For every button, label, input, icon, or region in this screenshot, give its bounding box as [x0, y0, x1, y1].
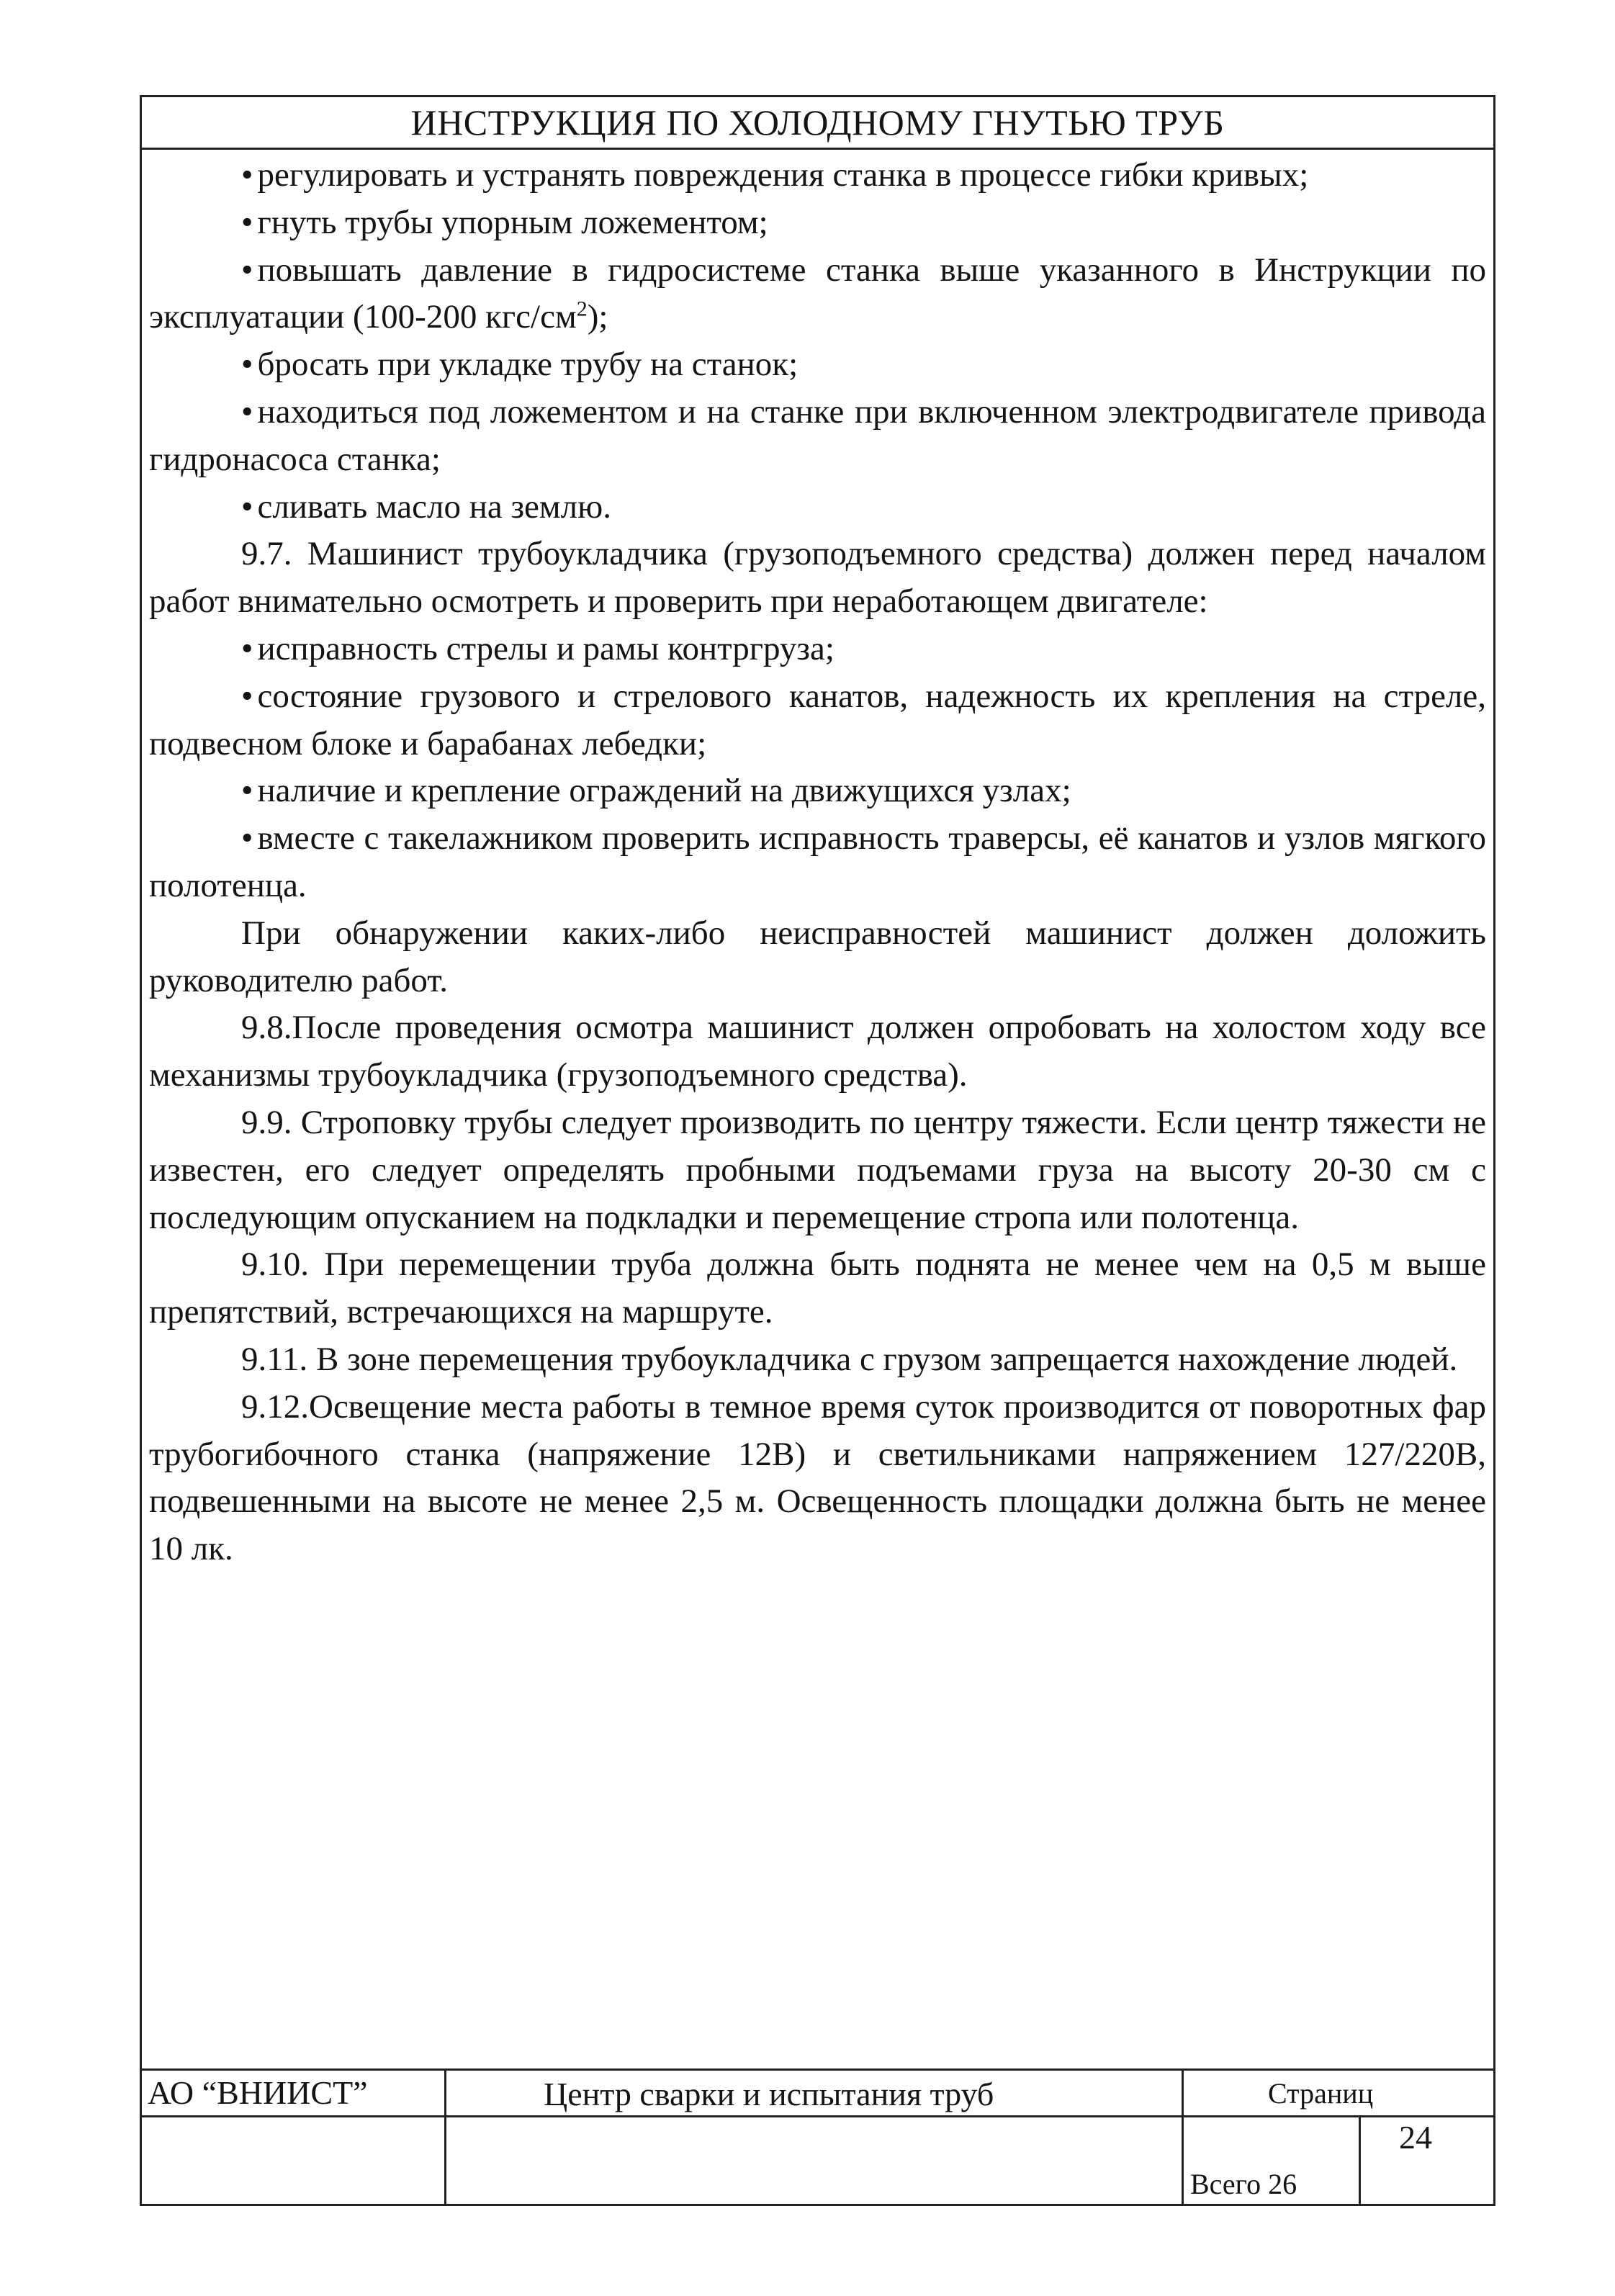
list-item: • сливать масло на землю.: [149, 484, 1486, 531]
paragraph-9-8: 9.8.После проведения осмотра машинист должен опробовать на холостом ходу все механизмы трубоукладчика (грузоподъемного средства).: [149, 1009, 1486, 1094]
divider: [1359, 2115, 1361, 2206]
paragraph-9-7: 9.7. Машинист трубоукладчика (грузоподъемного средства) должен перед началом работ внимательно осмотреть и проверить при неработающем двигателе:: [149, 535, 1486, 621]
list-item: • наличие и крепление ограждений на движущихся узлах;: [149, 767, 1486, 815]
total-pages: Всего 26: [1190, 2168, 1297, 2200]
pages-label: Страниц: [1268, 2077, 1374, 2110]
divider: [1182, 2071, 1184, 2206]
list-item: • состояние грузового и стрелового канатов, надежность их крепления на стреле, подвесном блоке и барабанах лебедки;: [149, 673, 1486, 768]
superscript: 2: [576, 297, 588, 321]
document-body: [149, 152, 1486, 1573]
organization-name: АО “ВНИИСТ”: [148, 2074, 368, 2111]
list-item: • исправность стрелы и рамы контргруза;: [149, 626, 1486, 673]
list-item: • находиться под ложементом и на станке при включенном электродвигателе привода гидронасоса станка;: [149, 389, 1486, 484]
divider: [142, 2115, 1493, 2117]
list-item-text: повышать давление в гидросистеме станка выше указанного в Инструкции по эксплуатации (100-200 кгс/см: [149, 251, 1486, 336]
divider: [444, 2071, 446, 2206]
document-frame: [140, 95, 1495, 2206]
list-item: • гнуть трубы упорным ложементом;: [149, 199, 1486, 247]
list-item: • бросать при укладке трубу на станок;: [149, 341, 1486, 389]
list-item: • вместе с такелажником проверить исправность траверсы, её канатов и узлов мягкого полотенца.: [149, 815, 1486, 910]
paragraph-9-10: 9.10. При перемещении труба должна быть поднята не менее чем на 0,5 м выше препятствий, встречающихся на маршруте.: [149, 1246, 1486, 1331]
list-item: • регулировать и устранять повреждения станка в процессе гибки кривых;: [149, 152, 1486, 199]
paragraph-9-9: 9.9. Строповку трубы следует производить по центру тяжести. Если центр тяжести не известен, его следует определять пробными подъемами груза на высоту 20-30 см с последующим опусканием на подкладки и перемещение стропа или полотенца.: [149, 1103, 1486, 1236]
page-number: 24: [1399, 2119, 1432, 2156]
paragraph-9-11: 9.11. В зоне перемещения трубоукладчика с грузом запрещается нахождение людей.: [241, 1340, 1458, 1378]
list-item-text-end: );: [587, 298, 608, 336]
department-name: Центр сварки и испытания труб: [544, 2076, 994, 2112]
paragraph-9-12: 9.12.Освещение места работы в темное время суток производится от поворотных фар трубогибочного станка (напряжение 12В) и светильниками напряжением 127/220В, подвешенными на высоте не менее 2,5 м. Освещенность площадки должна быть не менее 10 лк.: [149, 1387, 1486, 1568]
document-title: ИНСТРУКЦИЯ ПО ХОЛОДНОМУ ГНУТЬЮ ТРУБ: [142, 97, 1493, 150]
paragraph-defects: При обнаружении каких-либо неисправностей машинист должен доложить руководителю работ.: [149, 914, 1486, 999]
list-item: [149, 247, 1486, 342]
title-block: [142, 2068, 1493, 2206]
